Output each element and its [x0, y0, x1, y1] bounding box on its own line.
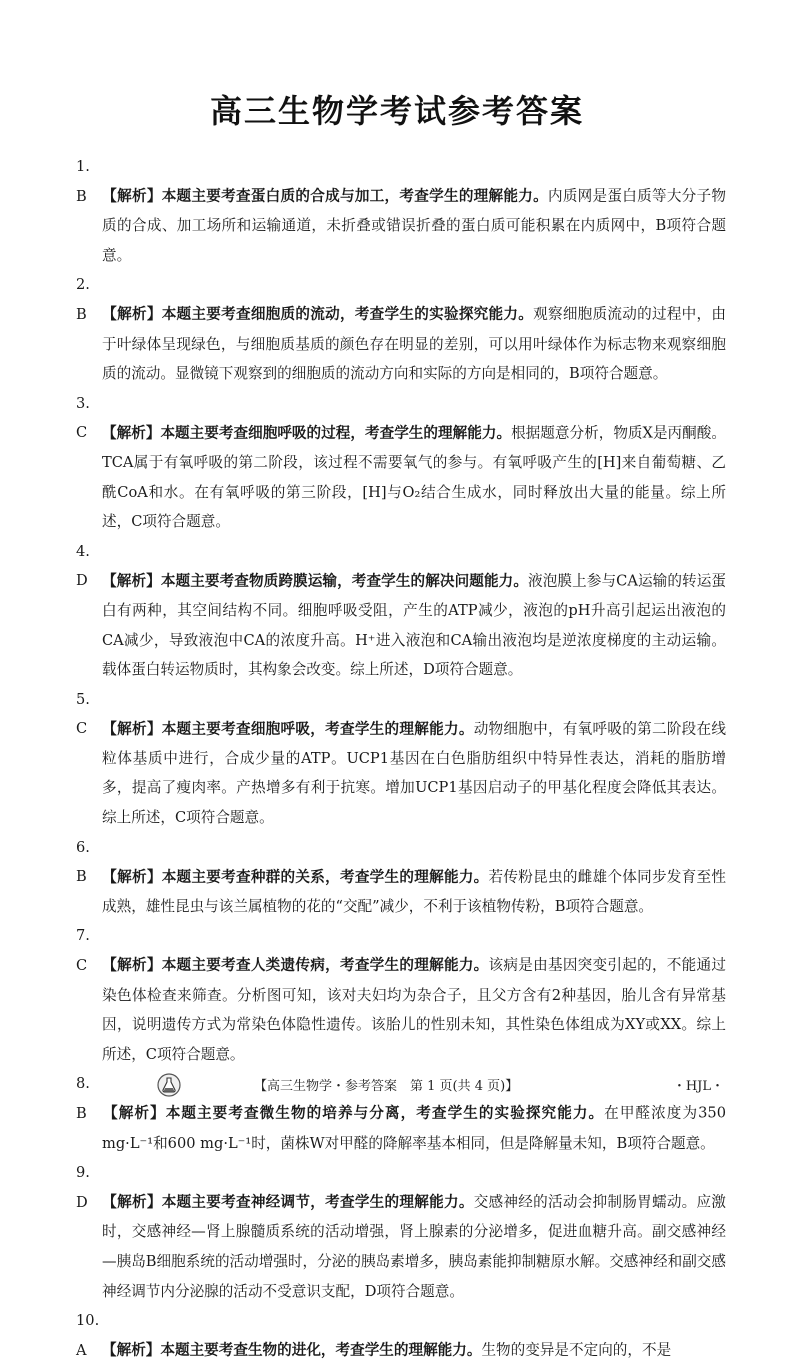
answer-text: 若传粉昆虫的雌雄个体同步发育至性成熟，雄性昆虫与该兰属植物的花的“交配”减少，不利于该植物传粉，B项符合题意。 [102, 868, 726, 915]
flask-logo-icon [157, 1073, 181, 1097]
answer-number: 2. B [76, 276, 90, 323]
answer-number: 1. B [76, 158, 90, 205]
answer-text: 生物的变异是不定向的，不是 [481, 1341, 672, 1359]
answer-text: 液泡膜上参与CA运输的转运蛋白有两种，其空间结构不同。细胞呼吸受阻，产生的ATP减少，液泡的pH升高引起运出液泡的CA减少，导致液泡中CA的浓度升高。H⁺进入液泡和CA输出液泡均是逆浓度梯度的主动运输。载体蛋白转运物质时，其构象会改变。综上所述，D项符合题意。 [102, 572, 726, 679]
answer-text: 动物细胞中，有氧呼吸的第二阶段在线粒体基质中进行，合成少量的ATP。UCP1基因在白色脂肪组织中特异性表达，消耗的脂肪增多，提高了瘦肉率。产热增多有利于抗寒。增加UCP1基因启动子的甲基化程度会降低其表达。综上所述，C项符合题意。 [102, 720, 726, 827]
answer-text: 观察细胞质流动的过程中，由于叶绿体呈现绿色，与细胞质基质的颜色存在明显的差别，可以用叶绿体作为标志物来观察细胞质的流动。显微镜下观察到的细胞质的流动方向和实际的方向是相同的，B项符合题意。 [102, 305, 726, 383]
answer-text: 该病是由基因突变引起的，不能通过染色体检查来筛查。分析图可知，该对夫妇均为杂合子，且父方含有2种基因，胎儿含有异常基因，说明遗传方式为常染色体隐性遗传。该胎儿的性别未知，其性染色体组成为XY或XX。综上所述，C项符合题意。 [102, 957, 726, 1063]
answer-item [76, 270, 726, 388]
answer-number: 3. C [76, 394, 90, 442]
answer-item [76, 921, 726, 1069]
answer-analysis-tag: 【解析】本题主要考查细胞质的流动，考查学生的实验探究能力。 [102, 305, 534, 323]
footer-code: ・HJL・ [672, 1079, 724, 1094]
answer-number: 10. A [76, 1312, 100, 1359]
answer-analysis-tag: 【解析】本题主要考查物质跨膜运输，考查学生的解决问题能力。 [102, 572, 529, 590]
answer-analysis-tag: 【解析】本题主要考查细胞呼吸，考查学生的理解能力。 [102, 720, 474, 738]
answer-analysis-tag: 【解析】本题主要考查神经调节，考查学生的理解能力。 [102, 1193, 474, 1211]
answer-text: 根据题意分析，物质X是丙酮酸。TCA属于有氧呼吸的第二阶段，该过程不需要氧气的参与。有氧呼吸产生的[H]来自葡萄糖、乙酰CoA和水。在有氧呼吸的第三阶段，[H]与O₂结合生成水，同时释放出大量的能量。综上所述，C项符合题意。 [102, 424, 726, 531]
answer-analysis-tag: 【解析】本题主要考查人类遗传病，考查学生的理解能力。 [102, 957, 489, 975]
answer-item [76, 685, 726, 833]
answer-item [76, 152, 726, 270]
answer-number: 5. C [76, 690, 90, 738]
footer-page-info: 【高三生物学・参考答案 第 1 页(共 4 页)】 [254, 1079, 519, 1094]
answer-number: 6. B [76, 838, 90, 886]
answer-item [76, 1306, 726, 1365]
answer-text: 交感神经的活动会抑制肠胃蠕动。应激时，交感神经—肾上腺髓质系统的活动增强，肾上腺素的分泌增多，促进血糖升高。副交感神经—胰岛B细胞系统的活动增强时，分泌的胰岛素增多，胰岛素能抑制糖原水解。交感神经和副交感神经调节内分泌腺的活动不受意识支配，D项符合题意。 [102, 1193, 726, 1300]
answer-item [76, 389, 726, 537]
answer-text: 内质网是蛋白质等大分子物质的合成、加工场所和运输通道，未折叠或错误折叠的蛋白质可能积累在内质网中，B项符合题意。 [102, 187, 726, 264]
answer-text: 在甲醛浓度为350 mg·L⁻¹和600 mg·L⁻¹时，菌株W对甲醛的降解率基本相同，但是降解量未知，B项符合题意。 [102, 1105, 726, 1152]
answer-analysis-tag: 【解析】本题主要考查种群的关系，考查学生的理解能力。 [102, 868, 489, 886]
answer-number: 9. D [76, 1164, 90, 1211]
answer-list [76, 152, 726, 1365]
page-footer [0, 1073, 794, 1103]
answer-analysis-tag: 【解析】本题主要考查微生物的培养与分离，考查学生的实验探究能力。 [102, 1105, 605, 1122]
answer-number: 7. C [76, 927, 90, 975]
answer-number: 8. B [76, 1075, 90, 1122]
answer-item [76, 537, 726, 685]
answer-analysis-tag: 【解析】本题主要考查蛋白质的合成与加工，考查学生的理解能力。 [102, 187, 548, 205]
answer-analysis-tag: 【解析】本题主要考查生物的进化，考查学生的理解能力。 [102, 1341, 482, 1359]
answer-item [76, 833, 726, 922]
answer-number: 4. D [76, 542, 90, 590]
answer-analysis-tag: 【解析】本题主要考查细胞呼吸的过程，考查学生的理解能力。 [102, 424, 512, 442]
page-title: 高三生物学考试参考答案 [209, 92, 584, 130]
answer-item [76, 1158, 726, 1306]
